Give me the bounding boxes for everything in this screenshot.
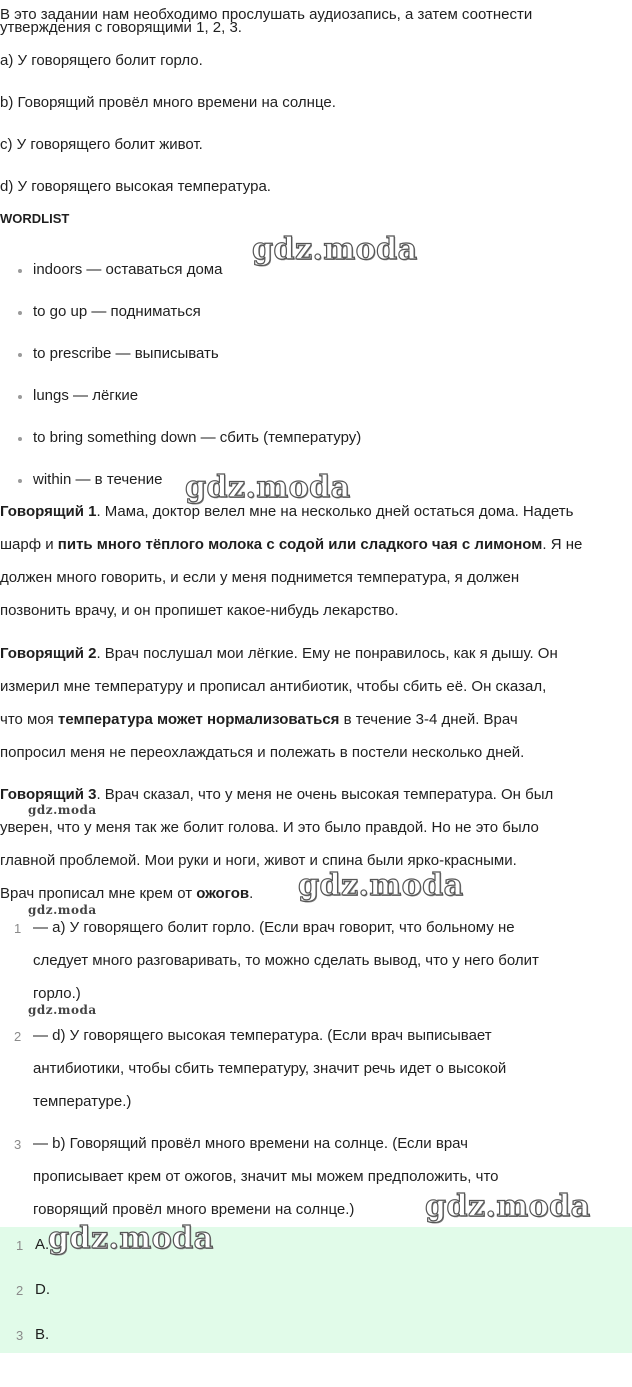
speaker-3-text: . (249, 885, 254, 902)
speaker-2-line-1 (0, 645, 558, 662)
watermark-small: gdz.moda (28, 803, 97, 817)
watermark-logo: gdz.moda (185, 470, 351, 505)
answer-value: B. (35, 1326, 50, 1343)
answer-value: A. (35, 1236, 50, 1253)
wordlist-item: lungs — лёгкие (33, 387, 139, 404)
answer-value: D. (35, 1281, 50, 1298)
speaker-1-text: шарф и (0, 536, 58, 553)
speaker-1-line-2 (0, 536, 582, 553)
option-a: a) У говорящего болит горло. (0, 52, 203, 69)
speaker-1-text: . Мама, доктор велел мне на несколько дней остаться дома. Надеть (96, 503, 574, 520)
answer-number: 1 (16, 1238, 24, 1253)
explanation-line: следует много разговаривать, то можно сделать вывод, что у него болит (33, 952, 539, 969)
option-d: d) У говорящего высокая температура. (0, 178, 271, 195)
wordlist-item: to prescribe — выписывать (33, 345, 219, 362)
answer-number: 3 (16, 1328, 24, 1343)
bullet-icon (18, 311, 22, 315)
speaker-2-text: . Врач послушал мои лёгкие. Ему не понравилось, как я дышу. Он (96, 645, 558, 662)
speaker-1-line-1 (0, 503, 573, 520)
option-c: c) У говорящего болит живот. (0, 136, 203, 153)
speaker-3-text: . Врач сказал, что у меня не очень высокая температура. Он был (96, 786, 554, 803)
speaker-3-text: Врач прописал мне крем от (0, 885, 197, 902)
speaker-3-label: Говорящий 3 (0, 786, 97, 803)
option-b: b) Говорящий провёл много времени на солнце. (0, 94, 336, 111)
bullet-icon (18, 353, 22, 357)
watermark-logo: gdz.moda (48, 1221, 214, 1256)
speaker-1-bold: пить много тёплого молока с содой или сладкого чая с лимоном (57, 536, 543, 553)
explanation-line: температуре.) (33, 1093, 132, 1110)
wordlist-heading: WORDLIST (0, 211, 70, 226)
explanation-line: — d) У говорящего высокая температура. (Если врач выписывает (33, 1027, 492, 1044)
bullet-icon (18, 395, 22, 399)
bullet-icon (18, 437, 22, 441)
wordlist-item: indoors — оставаться дома (33, 261, 223, 278)
intro-text-clipped (0, 19, 400, 42)
speaker-3-bold: ожогов (196, 885, 250, 902)
explanation-line: антибиотики, чтобы сбить температуру, значит речь идет о высокой (33, 1060, 507, 1077)
explanation-line: — b) Говорящий провёл много времени на солнце. (Если врач (33, 1135, 468, 1152)
intro-text: В это задании нам необходимо прослушать аудиозапись, а затем соотнести (0, 6, 533, 23)
watermark-small: gdz.moda (28, 903, 97, 917)
bullet-icon (18, 479, 22, 483)
speaker-2-text: в течение 3-4 дней. Врач (339, 711, 518, 728)
watermark-small: gdz.moda (28, 1003, 97, 1017)
wordlist-item: within — в течение (33, 471, 163, 488)
speaker-1-label: Говорящий 1 (0, 503, 97, 520)
explanation-line: — a) У говорящего болит горло. (Если врач говорит, что больному не (33, 919, 515, 936)
watermark-logo: gdz.moda (252, 232, 418, 267)
speaker-3-line-1 (0, 786, 553, 803)
speaker-1-text: . Я не (542, 536, 583, 553)
speaker-2-label: Говорящий 2 (0, 645, 97, 662)
speaker-2-line-2: измерил мне температуру и прописал антибиотик, чтобы сбить её. Он сказал, (0, 678, 547, 695)
explanation-line: горло.) (33, 985, 81, 1002)
explanation-line: говорящий провёл много времени на солнце.) (33, 1201, 355, 1218)
speaker-1-line-3: должен много говорить, и если у меня поднимется температура, я должен (0, 569, 520, 586)
explanation-line: прописывает крем от ожогов, значит мы можем предположить, что (33, 1168, 499, 1185)
intro-line-clipped: утверждения с говорящими 1, 2, 3. (0, 19, 242, 36)
speaker-2-line-4: попросил меня не переохлаждаться и полежать в постели несколько дней. (0, 744, 525, 761)
speaker-2-bold: температура может нормализоваться (57, 711, 340, 728)
watermark-logo: gdz.moda (298, 868, 464, 903)
speaker-2-line-3 (0, 711, 518, 728)
wordlist-item: to bring something down — сбить (температуру) (33, 429, 362, 446)
answer-number: 2 (16, 1283, 24, 1298)
bullet-icon (18, 269, 22, 273)
explanation-number: 2 (14, 1029, 22, 1044)
speaker-1-line-4: позвонить врачу, и он пропишет какое-нибудь лекарство. (0, 602, 399, 619)
speaker-3-line-3: главной проблемой. Мои руки и ноги, живот и спина были ярко-красными. (0, 852, 517, 869)
wordlist-item: to go up — подниматься (33, 303, 201, 320)
speaker-3-line-2: уверен, что у меня так же болит голова. И это было правдой. Но не это было (0, 819, 539, 836)
explanation-number: 3 (14, 1137, 22, 1152)
watermark-logo: gdz.moda (425, 1189, 591, 1224)
speaker-3-line-4 (0, 885, 253, 902)
speaker-2-text: что моя (0, 711, 58, 728)
explanation-number: 1 (14, 921, 22, 936)
